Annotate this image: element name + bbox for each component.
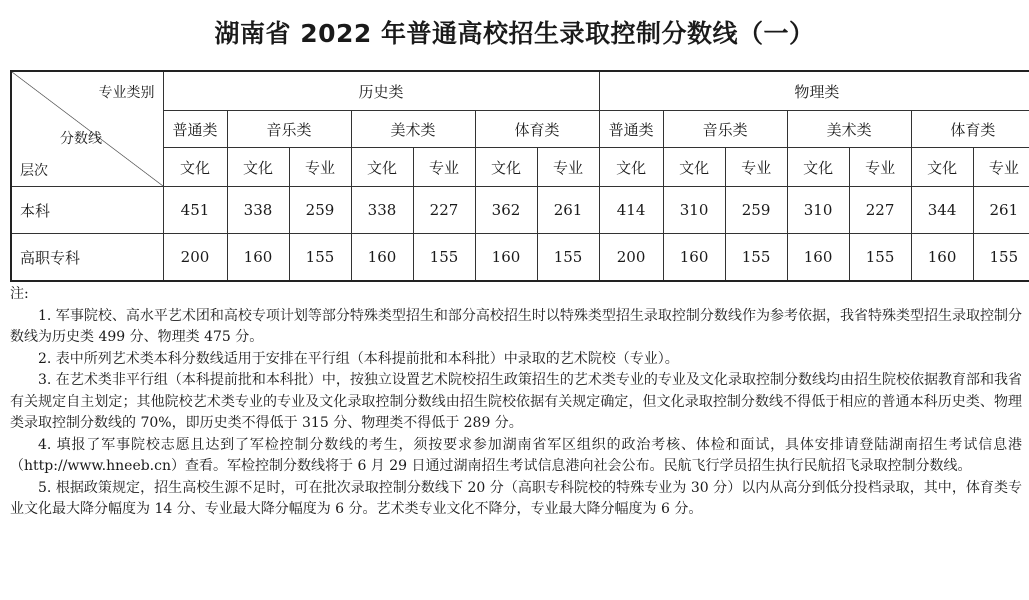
score-table — [10, 70, 1029, 282]
note-item: 3. 在艺术类非平行组（本科提前批和本科批）中，按独立设置艺术院校招生政策招生的艺术类专业的专业及文化录取控制分数线均由招生院校依据教育部和我省有关规定自主划定；其他院校艺术类专业的专业及文化录取控制分数线由招生院校依据有关规定确定，但文化录取控制分数线不得低于相应的普通本科历史类、物理类录取控制分数线的 70%，即历史类不得低于 315 分、物理类不得低于 289 分。 — [10, 372, 1022, 431]
score-cell: 160 — [911, 234, 973, 282]
field-header: 专业 — [289, 148, 351, 187]
subgroup-header: 美术类 — [351, 111, 475, 148]
score-cell: 259 — [725, 187, 787, 234]
group-header-history: 历史类 — [163, 71, 599, 111]
page-title: 湖南省 2022 年普通高校招生录取控制分数线（一） — [214, 19, 815, 48]
score-cell: 200 — [599, 234, 663, 282]
field-header: 专业 — [537, 148, 599, 187]
subgroup-header: 普通类 — [163, 111, 227, 148]
score-header-label: 分数线 — [60, 131, 102, 147]
subgroup-header: 体育类 — [475, 111, 599, 148]
table-row — [11, 234, 1029, 282]
score-cell: 155 — [849, 234, 911, 282]
subgroup-header: 普通类 — [599, 111, 663, 148]
field-header: 文化 — [227, 148, 289, 187]
score-cell: 259 — [289, 187, 351, 234]
field-header: 文化 — [663, 148, 725, 187]
field-header: 专业 — [725, 148, 787, 187]
field-header: 专业 — [849, 148, 911, 187]
score-cell: 155 — [413, 234, 475, 282]
field-header: 文化 — [787, 148, 849, 187]
score-cell: 160 — [475, 234, 537, 282]
note-item: 4. 填报了军事院校志愿且达到了军检控制分数线的考生，须按要求参加湖南省军区组织的政治考核、体检和面试，具体安排请登陆湖南招生考试信息港（http://www.hneeb.cn）查看。军检控制分数线将于 6 月 29 日通过湖南招生考试信息港向社会公布。民航飞行学员招生执行民航招飞录取控制分数线。 — [10, 436, 1022, 474]
score-cell: 261 — [537, 187, 599, 234]
score-cell: 160 — [351, 234, 413, 282]
score-cell: 261 — [973, 187, 1029, 234]
diagonal-header-cell — [11, 71, 163, 187]
subgroup-header: 音乐类 — [663, 111, 787, 148]
note-item: 5. 根据政策规定，招生高校生源不足时，可在批次录取控制分数线下 20 分（高职专科院校的特殊专业为 30 分）以内从高分到低分投档录取，其中，体育类专业文化最大降分幅度为 14 分、专业最大降分幅度为 6 分。艺术类专业文化不降分，专业最大降分幅度为 6 分。 — [10, 479, 1022, 517]
notes-section — [10, 284, 1022, 521]
score-cell: 200 — [163, 234, 227, 282]
notes-heading: 注: — [10, 286, 29, 302]
note-item: 1. 军事院校、高水平艺术团和高校专项计划等部分特殊类型招生和部分高校招生时以特殊类型招生录取控制分数线作为参考依据，我省特殊类型招生录取控制分数线为历史类 499 分、物理类 475 分。 — [10, 307, 1022, 345]
score-cell: 227 — [413, 187, 475, 234]
field-header: 文化 — [475, 148, 537, 187]
score-cell: 227 — [849, 187, 911, 234]
row-label: 本科 — [11, 187, 163, 234]
score-cell: 155 — [725, 234, 787, 282]
subgroup-header: 美术类 — [787, 111, 911, 148]
group-header-physics: 物理类 — [599, 71, 1029, 111]
score-cell: 310 — [663, 187, 725, 234]
score-cell: 160 — [787, 234, 849, 282]
table-row — [11, 187, 1029, 234]
level-header-label: 层次 — [20, 163, 48, 179]
score-cell: 414 — [599, 187, 663, 234]
score-cell: 160 — [227, 234, 289, 282]
subgroup-header: 体育类 — [911, 111, 1029, 148]
field-header: 专业 — [973, 148, 1029, 187]
row-label: 高职专科 — [11, 234, 163, 282]
score-cell: 155 — [289, 234, 351, 282]
score-cell: 344 — [911, 187, 973, 234]
field-header: 文化 — [163, 148, 227, 187]
score-cell: 451 — [163, 187, 227, 234]
category-header-label: 专业类别 — [98, 85, 155, 101]
field-header: 文化 — [351, 148, 413, 187]
field-header: 文化 — [911, 148, 973, 187]
score-cell: 362 — [475, 187, 537, 234]
field-header: 文化 — [599, 148, 663, 187]
subgroup-header: 音乐类 — [227, 111, 351, 148]
note-item: 2. 表中所列艺术类本科分数线适用于安排在平行组（本科提前批和本科批）中录取的艺术院校（专业）。 — [38, 350, 679, 367]
score-cell: 338 — [227, 187, 289, 234]
score-cell: 338 — [351, 187, 413, 234]
score-cell: 155 — [537, 234, 599, 282]
field-header: 专业 — [413, 148, 475, 187]
score-cell: 155 — [973, 234, 1029, 282]
score-cell: 160 — [663, 234, 725, 282]
score-cell: 310 — [787, 187, 849, 234]
